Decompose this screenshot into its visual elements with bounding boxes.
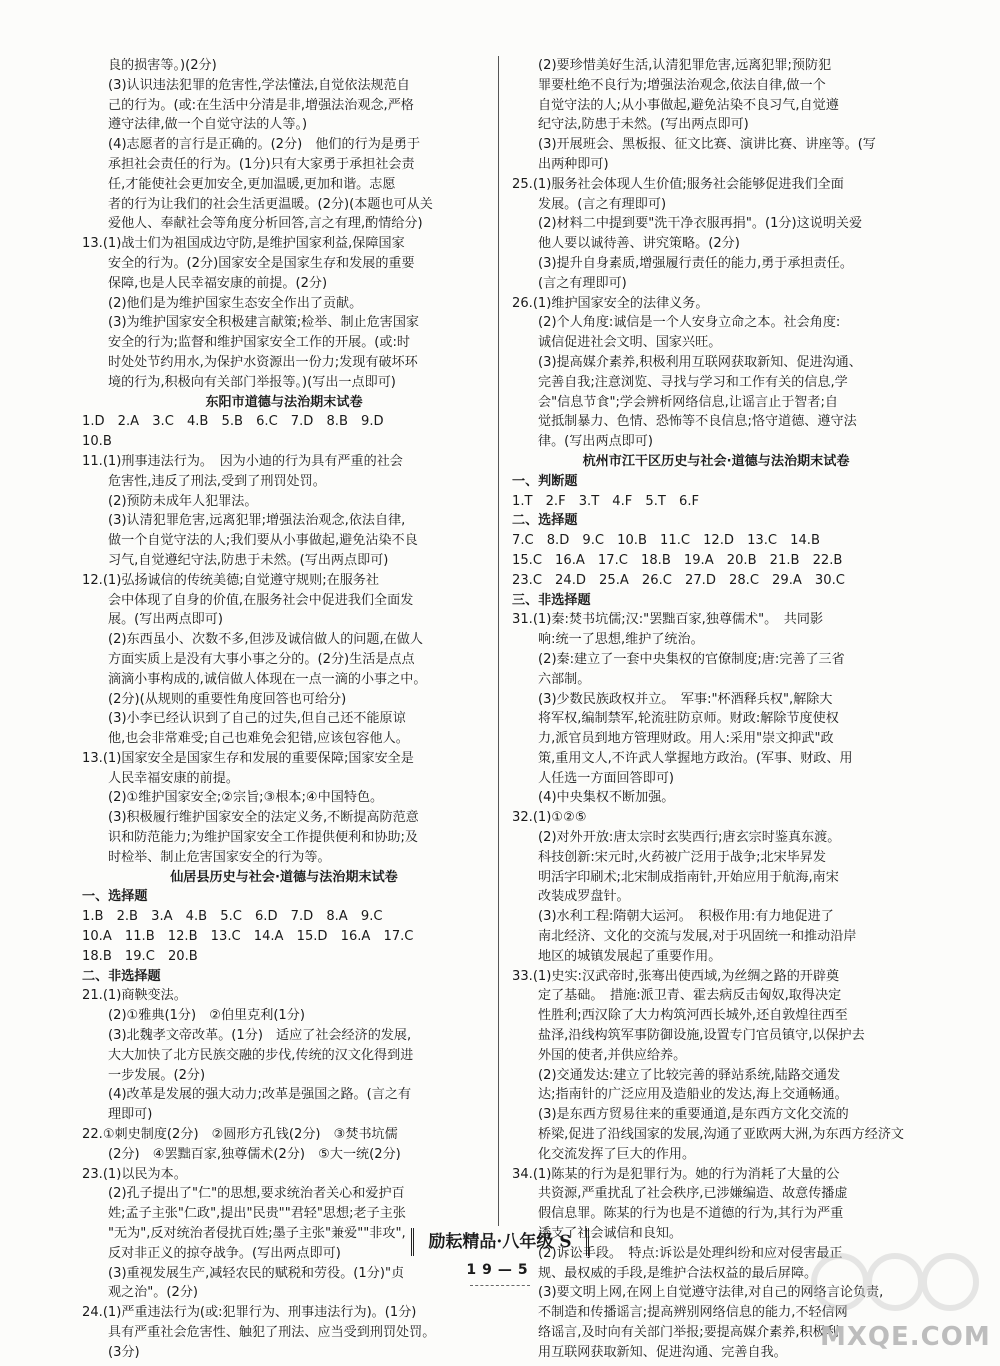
brand-label: 励耘精品·八年级 S — [411, 1228, 588, 1256]
text-line: 23.C 24.D 25.A 26.C 27.D 28.C 29.A 30.C — [512, 572, 845, 588]
text-line: (3)开展班会、黑板报、征文比赛、演讲比赛、讲座等。(写 — [538, 137, 876, 153]
text-line: (3)是东西方贸易往来的重要通道,是东西方文化交流的 — [538, 1107, 849, 1123]
text-line: 13.(1)战士们为祖国成边守防,是维护国家利益,保障国家 — [82, 236, 405, 252]
text-line: 不制造和传播谣言;提高辨别网络信息的能力,不轻信网 — [538, 1305, 848, 1321]
left-column — [82, 56, 486, 1363]
text-line: 性胜利;西汉除了大力构筑河西长城外,还自敦煌往西至 — [538, 1008, 848, 1024]
text-line: 遵守法律,做一个自觉守法的人等。) — [108, 117, 308, 133]
text-line: (3)要文明上网,在网上自觉遵守法律,对自己的网络言论负责, — [538, 1285, 884, 1301]
text-line: 反对非正义的掠夺战争。(写出两点即可) — [108, 1245, 341, 1261]
text-line: 1.D 2.A 3.C 4.B 5.B 6.C 7.D 8.B 9.D — [82, 414, 384, 430]
text-line: (2)他们是为维护国家生态安全作出了贡献。 — [108, 295, 363, 311]
text-line: (3)少数民族政权并立。 军事:"杯酒释兵权",解除大 — [538, 691, 833, 707]
text-line: (2)①维护国家安全;②宗旨;③根本;④中国特色。 — [108, 790, 384, 806]
text-line: 发展。(言之有理即可) — [538, 196, 667, 212]
text-line: 理即可) — [108, 1107, 153, 1123]
text-line: 观之治"。(2分) — [108, 1285, 199, 1301]
text-line: 32.(1)①②⑤ — [512, 810, 587, 826]
text-line: (3)为维护国家安全积极建言献策;检举、制止危害国家 — [108, 315, 420, 331]
text-line: "无为",反对统治者侵扰百姓;墨子主张"兼爱""非攻", — [108, 1226, 406, 1242]
text-line: 会中体现了自身的价值,在服务社会中促进我们全面发 — [108, 592, 414, 608]
text-line: (2分) ④罢黜百家,独尊儒术(2分) ⑤大一统(2分) — [108, 1146, 401, 1162]
text-line: 改装成罗盘针。 — [538, 889, 630, 905]
text-line: 罪要杜绝不良行为;增强法治观念,依法自律,做一个 — [538, 77, 826, 93]
text-line: (4)改革是发展的强大动力;改革是强国之路。(言之有 — [108, 1087, 412, 1103]
text-line: 出两种即可) — [538, 156, 609, 172]
text-line: (言之有理即可) — [538, 275, 627, 291]
text-line: 将军权,编制禁军,轮流驻防京师。财政:解除节度使权 — [538, 711, 839, 727]
text-line: 保障,也是人民幸福安康的前提。(2分) — [108, 275, 328, 291]
text-line: 滴滴小事构成的,诚信做人体现在一点一滴的小事之中。 — [108, 671, 427, 687]
text-line: 爱他人、奉献社会等角度分析回答,言之有理,酌情给分) — [108, 216, 423, 232]
text-line: 25.(1)服务社会体现人生价值;服务社会能够促进我们全面 — [512, 176, 844, 192]
text-line: 境的行为,积极向有关部门举报等。)(写出一点即可) — [108, 374, 396, 390]
text-line: 时检举、制止危害国家安全的行为等。 — [108, 849, 331, 865]
text-line: 自觉守法的人;从小事做起,避免沾染不良习气,自觉遵 — [538, 97, 839, 113]
text-line: 人民幸福安康的前提。 — [108, 770, 239, 786]
text-line: 18.B 19.C 20.B — [82, 948, 198, 964]
text-line: 大大加快了北方民族交融的步伐,传统的汉文化得到进 — [108, 1047, 414, 1063]
text-line: 科技创新:宋元时,火药被广泛用于战争;北宋毕昇发 — [538, 849, 826, 865]
text-line: 15.C 16.A 17.C 18.B 19.A 20.B 21.B 22.B — [512, 552, 843, 568]
text-line: (2)材料二中提到要"洗干净衣服再捐"。(1分)这说明关爱 — [538, 216, 863, 232]
text-line: (2)要珍惜美好生活,认清犯罪危害,远离犯罪;预防犯 — [538, 58, 832, 73]
text-line: 安全的行为;监督和维护国家安全工作的开展。(或:时 — [108, 335, 410, 351]
text-line: 盐泽,沿线构筑军事防御设施,设置专门官员镇守,以保护去 — [538, 1028, 865, 1044]
watermark-text: MXQE.COM — [820, 1322, 991, 1352]
column-divider — [498, 56, 499, 1226]
text-line: 危害性,违反了刑法,受到了刑罚处罚。 — [108, 473, 326, 489]
text-line: 做一个自觉守法的人;我们要从小事做起,避免沾染不良 — [108, 533, 418, 549]
text-line: 22.①刺史制度(2分) ②圆形方孔钱(2分) ③焚书坑儒 — [82, 1127, 398, 1143]
text-line: 达;指南针的广泛应用及造船业的发达,海上交通畅通。 — [538, 1087, 848, 1103]
text-line: 安全的行为。(2分)国家安全是国家生存和发展的重要 — [108, 255, 415, 271]
text-line: (2)孔子提出了"仁"的思想,要求统治者关心和爱护百 — [108, 1186, 405, 1202]
text-line: 11.(1)刑事违法行为。 因为小迪的行为具有严重的社会 — [82, 453, 403, 469]
text-line: 化交流发挥了巨大的作用。 — [538, 1146, 696, 1162]
text-line: 12.(1)弘扬诚信的传统美德;自觉遵守规则;在服务社 — [82, 572, 379, 588]
text-line: 人任选一方面回答即可) — [538, 770, 675, 786]
page-number: 19—5 — [466, 1262, 534, 1278]
text-line: 假信息罪。陈某的行为也是不道德的行为,其行为严重 — [538, 1206, 844, 1222]
text-line: 7.C 8.D 9.C 10.B 11.C 12.D 13.C 14.B — [512, 533, 820, 549]
text-line: (3分) — [108, 1344, 140, 1360]
text-line: 定了基础。 措施:派卫青、霍去病反击匈奴,取得决定 — [538, 988, 842, 1004]
text-line: 方面实质上是没有大事小事之分的。(2分)生活是点点 — [108, 651, 415, 667]
text-line: 律。(写出两点即可) — [538, 434, 653, 450]
text-line: 南北经济、文化的交流与发展,对于巩固统一和推动沿岸 — [538, 929, 857, 945]
text-line: 1.T 2.F 3.T 4.F 5.T 6.F — [512, 493, 700, 509]
text-line: 时处处节约用水,为保护水资源出一份力;发现有破坏环 — [108, 354, 418, 370]
text-line: 外国的使者,并供应给养。 — [538, 1047, 687, 1063]
text-line: 31.(1)秦:焚书坑儒;汉:"罢黜百家,独尊儒术"。 共同影 — [512, 612, 824, 628]
text-line: 姓;孟子主张"仁政",提出"民贵""君轻"思想;老子主张 — [108, 1206, 406, 1222]
text-line: 响:统一了思想,维护了统治。 — [538, 632, 704, 648]
text-line: 规、最权威的手段,是维护合法权益的最后屏障。 — [538, 1265, 818, 1281]
subsection-label: 二、选择题 — [512, 513, 578, 529]
text-line: (3)水利工程:隋朝大运河。 积极作用:有力地促进了 — [538, 909, 834, 925]
text-line: 一步发展。(2分) — [108, 1067, 206, 1083]
text-line: (4)志愿者的言行是正确的。(2分) 他们的行为是勇于 — [108, 137, 421, 153]
text-line: 习气,自觉遵纪守法,防患于未然。(写出两点即可) — [108, 552, 389, 568]
subsection-label: 一、选择题 — [82, 889, 148, 905]
text-line: 络谣言,及时向有关部门举报;要提高媒介素养,积极利 — [538, 1325, 839, 1340]
section-heading: 东阳市道德与法治期末试卷 — [205, 394, 363, 410]
subsection-label: 三、非选择题 — [512, 592, 591, 608]
page-number-rule — [470, 1285, 530, 1286]
text-line: 策,重用文人,不许武人掌握地方政治。(军事、财政、用 — [538, 750, 853, 766]
text-line: 地区的城镇发展起了重要作用。 — [538, 948, 722, 964]
text-line: (2)①雅典(1分) ②伯里克利(1分) — [108, 1008, 305, 1024]
text-line: 24.(1)严重违法行为(或:犯罪行为、刑事违法行为)。(1分) — [82, 1305, 417, 1321]
text-line: (4)中央集权不断加强。 — [538, 790, 675, 806]
text-line: (2)东西虽小、次数不多,但涉及诚信做人的问题,在做人 — [108, 632, 423, 648]
text-line: 承担社会责任的行为。(1分)只有大家勇于承担社会责 — [108, 156, 415, 172]
text-line: 21.(1)商鞅变法。 — [82, 988, 187, 1004]
section-heading: 仙居县历史与社会·道德与法治期末试卷 — [170, 869, 398, 885]
text-line: 完善自我;注意浏览、寻找与学习和工作有关的信息,学 — [538, 374, 848, 390]
subsection-label: 二、非选择题 — [82, 968, 161, 984]
text-line: (3)小李已经认识到了自己的过失,但自己还不能原谅 — [108, 711, 406, 727]
text-line: 六部制。 — [538, 671, 591, 687]
text-line: 1.B 2.B 3.A 4.B 5.C 6.D 7.D 8.A 9.C — [82, 909, 383, 925]
text-line: 他,也会非常难受;自己也难免会犯错,应该包容他人。 — [108, 731, 409, 747]
text-line: 用互联网获取新知、促进沟通、完善自我。 — [538, 1344, 787, 1360]
text-line: (2)预防未成年人犯罪法。 — [108, 493, 258, 509]
text-line: 纪守法,防患于未然。(写出两点即可) — [538, 117, 749, 133]
text-line: (3)提升自身素质,增强履行责任的能力,勇于承担责任。 — [538, 255, 853, 271]
text-line: (3)积极履行维护国家安全的法定义务,不断提高防范意 — [108, 810, 419, 826]
text-line: (3)重视发展生产,减轻农民的赋税和劳役。(1分)"贞 — [108, 1265, 405, 1281]
text-line: (2分)(从规则的重要性角度回答也可给分) — [108, 691, 347, 707]
text-line: (2)对外开放:唐太宗时玄奘西行;唐玄宗时鉴真东渡。 — [538, 830, 841, 846]
text-line: (2)交通发达:建立了比较完善的驿站系统,陆路交通发 — [538, 1067, 841, 1083]
text-line: 桥梁,促进了沿线国家的发展,沟通了亚欧两大洲,为东西方经济文 — [538, 1127, 905, 1143]
text-line: 透支了社会诚信和良知。 — [538, 1226, 683, 1242]
text-line: 33.(1)史实:汉武帝时,张骞出使西域,为丝绸之路的开辟奠 — [512, 968, 840, 984]
text-line: 共资源,严重扰乱了社会秩序,已涉嫌编造、故意传播虚 — [538, 1186, 848, 1202]
text-line: 具有严重社会危害性、触犯了刑法、应当受到刑罚处罚。 — [108, 1325, 436, 1340]
text-line: 会"信息节食";学会辨析网络信息,让谣言止于智者;自 — [538, 394, 838, 410]
text-line: 13.(1)国家安全是国家生存和发展的重要保障;国家安全是 — [82, 750, 414, 766]
text-line: (3)提高媒介素养,积极利用互联网获取新知、促进沟通、 — [538, 354, 862, 370]
text-line: 觉抵制暴力、色情、恐怖等不良信息;恪守道德、遵守法 — [538, 414, 857, 430]
subsection-label: 一、判断题 — [512, 473, 578, 489]
text-line: 34.(1)陈某的行为是犯罪行为。她的行为消耗了大量的公 — [512, 1166, 840, 1182]
text-line: (3)认识违法犯罪的危害性,学法懂法,自觉依法规范自 — [108, 77, 410, 93]
text-line: 展。(写出两点即可) — [108, 612, 223, 628]
text-line: 诚信促进社会文明、国家兴旺。 — [538, 335, 722, 351]
text-line: 力,派官员到地方管理财政。用人:采用"崇文抑武"政 — [538, 731, 834, 747]
section-heading: 杭州市江干区历史与社会·道德与法治期末试卷 — [582, 453, 850, 469]
right-column — [512, 56, 920, 1363]
text-line: 23.(1)以民为本。 — [82, 1166, 187, 1182]
text-line: (2)秦:建立了一套中央集权的官僚制度;唐:完善了三省 — [538, 651, 845, 667]
text-line: (3)认清犯罪危害,远离犯罪;增强法治观念,依法自律, — [108, 513, 406, 529]
text-line: 任,才能使社会更加安全,更加温暖,更加和谐。志愿 — [108, 176, 396, 192]
text-line: 26.(1)维护国家安全的法律义务。 — [512, 295, 709, 311]
text-line: 良的损害等。)(2分) — [108, 58, 217, 73]
text-line: 10.B — [82, 434, 112, 450]
text-line: 己的行为。(或:在生活中分清是非,增强法治观念,严格 — [108, 97, 414, 113]
text-line: 他人要以诚待善、讲究策略。(2分) — [538, 236, 740, 252]
text-line: (2)个人角度:诚信是一个人安身立命之本。社会角度: — [538, 315, 841, 331]
text-line: 10.A 11.B 12.B 13.C 14.A 15.D 16.A 17.C — [82, 929, 414, 945]
text-line: 明活字印刷术;北宋制成指南针,开始应用于航海,南宋 — [538, 869, 839, 885]
text-line: 者的行为让我们的社会生活更温暖。(2分)(本题也可从关 — [108, 196, 433, 212]
text-line: 识和防范能力;为维护国家安全工作提供便利和协助;及 — [108, 830, 418, 846]
text-line: (2)诉讼手段。 特点:诉讼是处理纠纷和应对侵害最正 — [538, 1245, 843, 1261]
text-line: (3)北魏孝文帝改革。(1分) 适应了社会经济的发展, — [108, 1028, 412, 1044]
